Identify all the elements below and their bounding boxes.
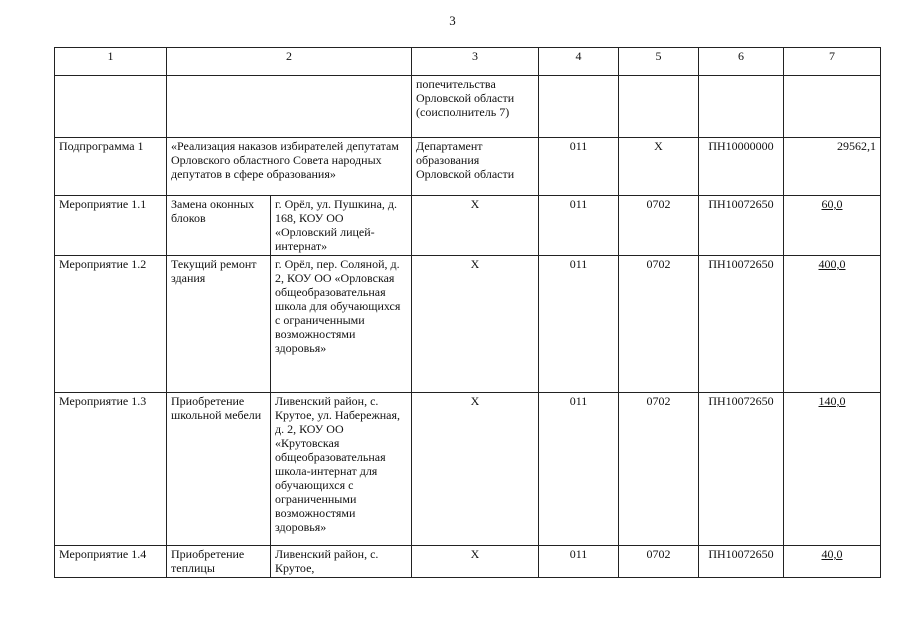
amount-cell: 40,0	[784, 546, 881, 578]
row-label-cell: Мероприятие 1.2	[55, 256, 167, 393]
executor-cell: Департамент образования Орловской области	[412, 138, 539, 196]
column-header: 6	[699, 48, 784, 76]
code-cell: 011	[539, 196, 619, 256]
column-header: 2	[167, 48, 412, 76]
code-cell: 011	[539, 546, 619, 578]
code-cell: 011	[539, 256, 619, 393]
activity-cell: Замена оконных блоков	[167, 196, 271, 256]
section-cell: 0702	[619, 546, 699, 578]
column-header: 3	[412, 48, 539, 76]
article-cell	[699, 76, 784, 138]
executor-cell: попечительства Орловской области (соисполнитель 7)	[412, 76, 539, 138]
table-row	[55, 393, 881, 546]
code-cell	[539, 76, 619, 138]
section-cell: 0702	[619, 196, 699, 256]
executor-cell: Х	[412, 393, 539, 546]
address-cell: г. Орёл, пер. Соляной, д. 2, КОУ ОО «Орловская общеобразовательная школа для обучающихся с ограниченными возможностями здоровья»	[271, 256, 412, 393]
executor-cell: Х	[412, 546, 539, 578]
amount-cell: 29562,1	[784, 138, 881, 196]
amount-cell: 140,0	[784, 393, 881, 546]
section-cell: 0702	[619, 393, 699, 546]
table-row	[55, 138, 881, 196]
table-header-row	[55, 48, 881, 76]
amount-cell: 400,0	[784, 256, 881, 393]
row-label-cell: Мероприятие 1.1	[55, 196, 167, 256]
row-label-cell: Подпрограмма 1	[55, 138, 167, 196]
table-row	[55, 196, 881, 256]
activity-cell: Приобретение теплицы	[167, 546, 271, 578]
table-row	[55, 76, 881, 138]
table-row	[55, 256, 881, 393]
amount-cell: 60,0	[784, 196, 881, 256]
code-cell: 011	[539, 393, 619, 546]
article-cell: ПН10000000	[699, 138, 784, 196]
page-number: 3	[449, 13, 456, 28]
section-cell: 0702	[619, 256, 699, 393]
article-cell: ПН10072650	[699, 256, 784, 393]
row-label-cell: Мероприятие 1.4	[55, 546, 167, 578]
amount-cell	[784, 76, 881, 138]
description-cell: «Реализация наказов избирателей депутатам Орловского областного Совета народных депутатов в сфере образования»	[167, 138, 412, 196]
column-header: 5	[619, 48, 699, 76]
article-cell: ПН10072650	[699, 393, 784, 546]
budget-table	[54, 47, 881, 578]
activity-cell: Приобретение школьной мебели	[167, 393, 271, 546]
article-cell: ПН10072650	[699, 546, 784, 578]
column-header: 4	[539, 48, 619, 76]
section-cell: Х	[619, 138, 699, 196]
activity-cell: Текущий ремонт здания	[167, 256, 271, 393]
executor-cell: Х	[412, 196, 539, 256]
address-cell: Ливенский район, с. Крутое, ул. Набережная, д. 2, КОУ ОО «Крутовская общеобразовательная школа-интернат для обучающихся с ограниченными возможностями здоровья»	[271, 393, 412, 546]
section-cell	[619, 76, 699, 138]
code-cell: 011	[539, 138, 619, 196]
column-header: 1	[55, 48, 167, 76]
address-cell: Ливенский район, с. Крутое,	[271, 546, 412, 578]
column-header: 7	[784, 48, 881, 76]
executor-cell: Х	[412, 256, 539, 393]
row-label-cell	[55, 76, 167, 138]
description-cell	[167, 76, 412, 138]
article-cell: ПН10072650	[699, 196, 784, 256]
table-row	[55, 546, 881, 578]
row-label-cell: Мероприятие 1.3	[55, 393, 167, 546]
address-cell: г. Орёл, ул. Пушкина, д. 168, КОУ ОО «Орловский лицей-интернат»	[271, 196, 412, 256]
